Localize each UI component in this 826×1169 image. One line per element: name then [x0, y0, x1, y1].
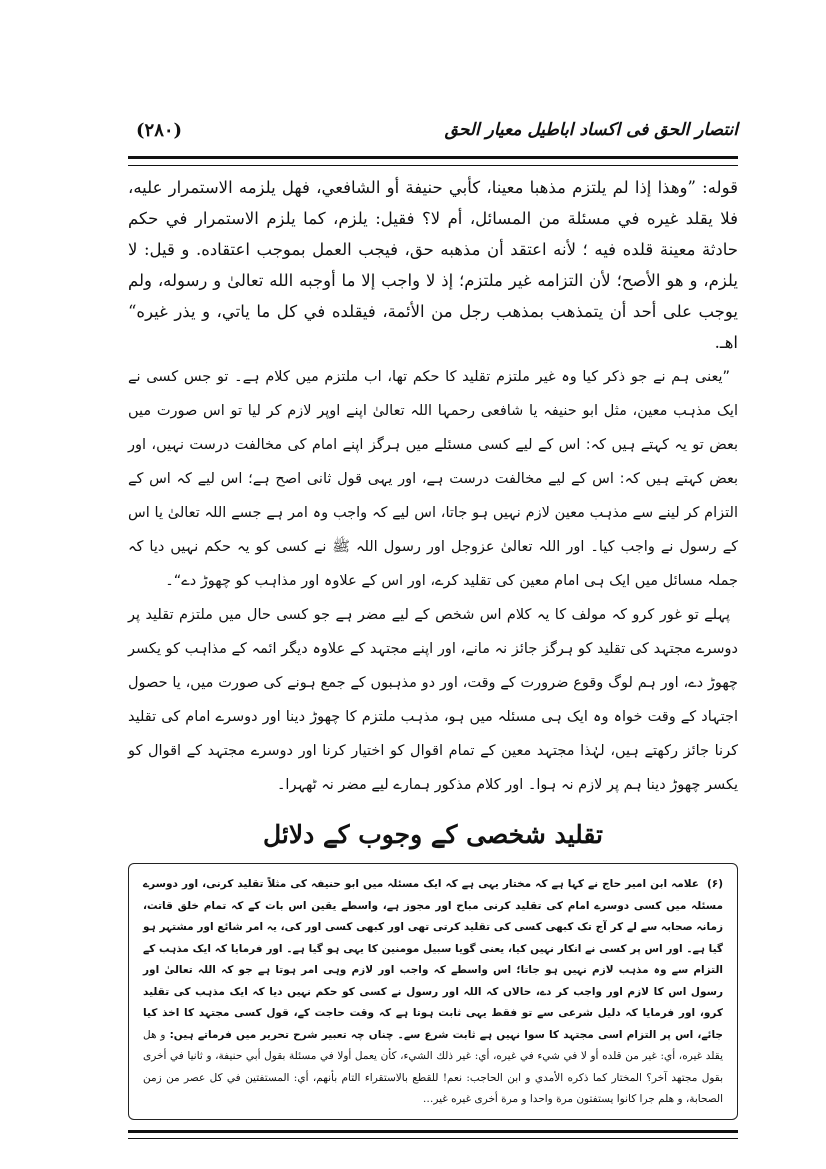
page-number: (۲۸۰) — [136, 120, 183, 141]
urdu-commentary-paragraph: پہلے تو غور کرو کہ مولف کا یہ کلام اس شخص کے لیے مضر ہے جو کسی حال میں ملتزم تقلید پر دوسرے مجتہد کی تقلید کو ہرگز جائز نہ مانے، اور اپنے مجتہد کے علاوہ دیگر ائمہ کے مذاہب کو یکسر چھوڑ دے، اور ہم لوگ وقوع ضرورت کے وقت، اور دو مذہبوں کے جمع ہونے کی صورت میں، یا حصول اجتہاد کے وقت خواہ وہ ایک ہی مسئلہ میں ہو، مذہب ملتزم کا چھوڑ دینا اور دوسرے امام کی تقلید کرنا جائز رکھتے ہیں، لہٰذا مجتہد معین کے تمام اقوال کو اختیار کرنا اور دوسرے مجتہد کے اقوال کو یکسر چھوڑ دینا ہم پر لازم نہ ہوا۔ اور کلام مذکور ہمارے لیے مضر نہ ٹھہرا۔ — [128, 607, 738, 793]
urdu-translation-paragraph: ”یعنی ہم نے جو ذکر کیا وہ غیر ملتزم تقلید کا حکم تھا، اب ملتزم میں کلام ہے۔ تو جس کسی نے ایک مذہب معین، مثل ابو حنیفہ یا شافعی رحمہا اللہ تعالیٰ اپنے اوپر لازم کر لیا تو اس صورت میں بعض تو یہ کہتے ہیں کہ: اس کے لیے کسی مسئلے میں ہرگز اپنے امام کی مخالفت درست نہیں، اور بعض کہتے ہیں کہ: اس کے لیے مخالفت درست ہے، اور یہی قول ثانی اصح ہے؛ اس لیے کہ اس کے التزام کر لینے سے مذہب معین لازم نہیں ہو جاتا، اس لیے کہ واجب وہ امر ہے جسے اللہ تعالیٰ یا اس کے رسول نے واجب کیا۔ اور اللہ تعالیٰ عزوجل اور رسول اللہ ﷺ نے کسی کو یہ حکم نہیں دیا کہ جملہ مسائل میں ایک ہی امام معین کی تقلید کرے، اور اس کے علاوہ اور مذاہب کو چھوڑ دے“۔ — [128, 369, 738, 589]
urdu-body — [128, 360, 738, 802]
footnote-arabic-text: و هل يقلد غيره، أي: غير من قلده أو لا في شيء في غيره، أي: غير ذلك الشيء، كأن يعمل أولا في مسئلة بقول أبي حنيفة، و ثانيا في أخرى بقول مجتهد آخر؟ المختار كما ذكره الأمدي و ابن الحاجب: نعم! للقطع بالاستقراء التام بأنهم، أي: المستفتين في كل عصر من زمن الصحابة، و هلم جرا كانوا يستفتون مرة واحدا و مرة أخرى غيره غير… — [143, 1028, 723, 1105]
arabic-quote — [128, 172, 738, 358]
header-rule — [128, 156, 738, 166]
footnote-urdu-text: علامہ ابن امیر حاج نے کہا ہے کہ مختار یہی ہے کہ ایک مسئلہ میں ابو حنیفہ کی مثلاً تقلید کرنی، اور دوسرے مسئلہ میں کسی دوسرے امام کی تقلید کرنی مباح اور مجوز ہے، واسطے یقین اس بات کے کہ تمام خلق قاتت، زمانہ صحابہ سے لے کر آج تک کبھی کسی کی تقلید کرتی تھی اور کبھی کسی اور کی، یہ امر شائع اور مشتہر ہو گیا ہے۔ اور اس پر کسی نے انکار نہیں کیا، یعنی گویا سبیل مومنین کا یہی ہو گیا ہے۔ اور فرمایا کہ ایک مذہب کے التزام سے وہ مذہب لازم نہیں ہو جاتا؛ اس واسطے کہ واجب اور لازم وہی امر ہوتا ہے جو کہ اللہ تعالیٰ اور رسول اس کا لازم اور واجب کر دے، حالاں کہ اللہ اور رسول نے کسی کو حکم نہیں دیا کہ ایک مذہب کی تقلید کرو، اور فرمایا کہ دلیل شرعی سے تو فقط یہی ثابت ہوتا ہے کہ وقت حاجت کے، قول کسی مجتہد کا اخذ کیا جائے، اس پر التزام اسی مجتہد کا سوا نہیں ہے ثابت شرع سے۔ چناں چہ تعبیر شرح تحریر میں فرماتے ہیں: — [143, 878, 724, 1041]
footnote-number: (۶) — [706, 878, 723, 890]
page-header — [128, 112, 738, 156]
book-title: انتصار الحق فی اکساد اباطیل معیار الحق — [444, 120, 738, 140]
footer-rule — [128, 1130, 738, 1139]
arabic-quote-paragraph: قوله: ”وهذا إذا لم يلتزم مذهبا معينا، كأبي حنيفة أو الشافعي، فهل يلزمه الاستمرار عليه، فلا يقلد غيره في مسئلة من المسائل، أم لا؟ فقيل: يلزم، كما يلزم الاستمرار في حكم حادثة معينة قلده فيه ؛ لأنه اعتقد أن مذهبه حق، فيجب العمل بموجب اعتقاده. و قيل: لا يلزم، و هو الأصح؛ لأن التزامه غير ملتزم؛ إذ لا واجب إلا ما أوجبه الله تعالىٰ و رسوله، ولم يوجب على أحد أن يتمذهب بمذهب رجل من الأئمة، فيقلده في كل ما ياتي، و يذر غيره“ اهـ. — [128, 178, 738, 352]
document-page — [128, 112, 738, 1139]
section-heading: تقلید شخصی کے وجوب کے دلائل — [262, 820, 604, 849]
footnote-box — [128, 863, 738, 1120]
